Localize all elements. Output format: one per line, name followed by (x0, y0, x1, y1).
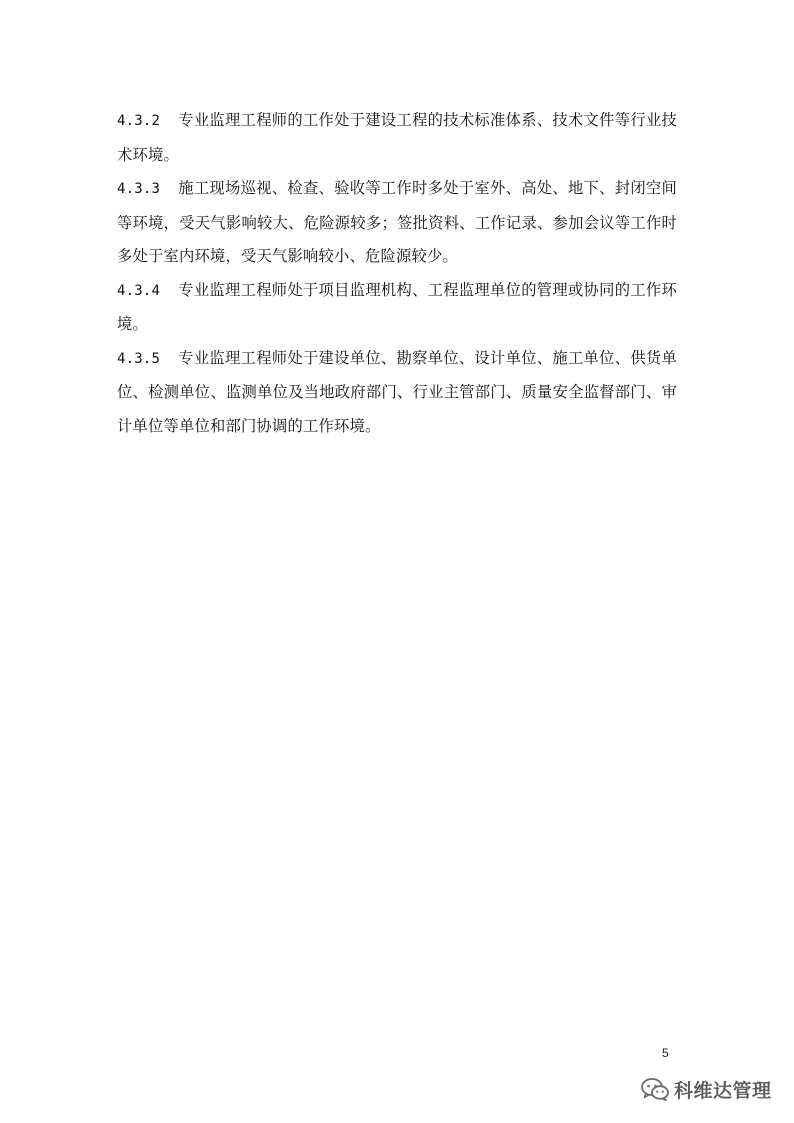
clause-text: 专业监理工程师处于项目监理机构、工程监理单位的管理或协同的工作环境。 (117, 280, 677, 333)
account-watermark (640, 1074, 772, 1104)
clause-4-3-3 (117, 172, 677, 274)
clause-number: 4.3.2 (117, 113, 161, 129)
clause-text: 施工现场巡视、检查、验收等工作时多处于室外、高处、地下、封闭空间等环境，受天气影响较大、危险源较多；签批资料、工作记录、参加会议等工作时多处于室内环境，受天气影响较小、危险源较少。 (117, 179, 677, 265)
watermark-text: 科维达管理 (674, 1079, 772, 1102)
clause-number: 4.3.5 (117, 350, 161, 367)
clause-number: 4.3.3 (117, 181, 161, 197)
page-number: 5 (662, 1046, 669, 1060)
document-body (117, 104, 677, 443)
clause-text: 专业监理工程师处于建设单位、勘察单位、设计单位、施工单位、供货单位、检测单位、监测单位及当地政府部门、行业主管部门、质量安全监督部门、审计单位等单位和部门协调的工作环境。 (117, 348, 677, 435)
clause-4-3-2 (117, 104, 677, 172)
clause-4-3-4 (117, 274, 677, 342)
clause-text: 专业监理工程师的工作处于建设工程的技术标准体系、技术文件等行业技术环境。 (117, 111, 677, 164)
wechat-icon (640, 1076, 670, 1102)
clause-4-3-5 (117, 342, 677, 444)
clause-number: 4.3.4 (117, 282, 161, 299)
